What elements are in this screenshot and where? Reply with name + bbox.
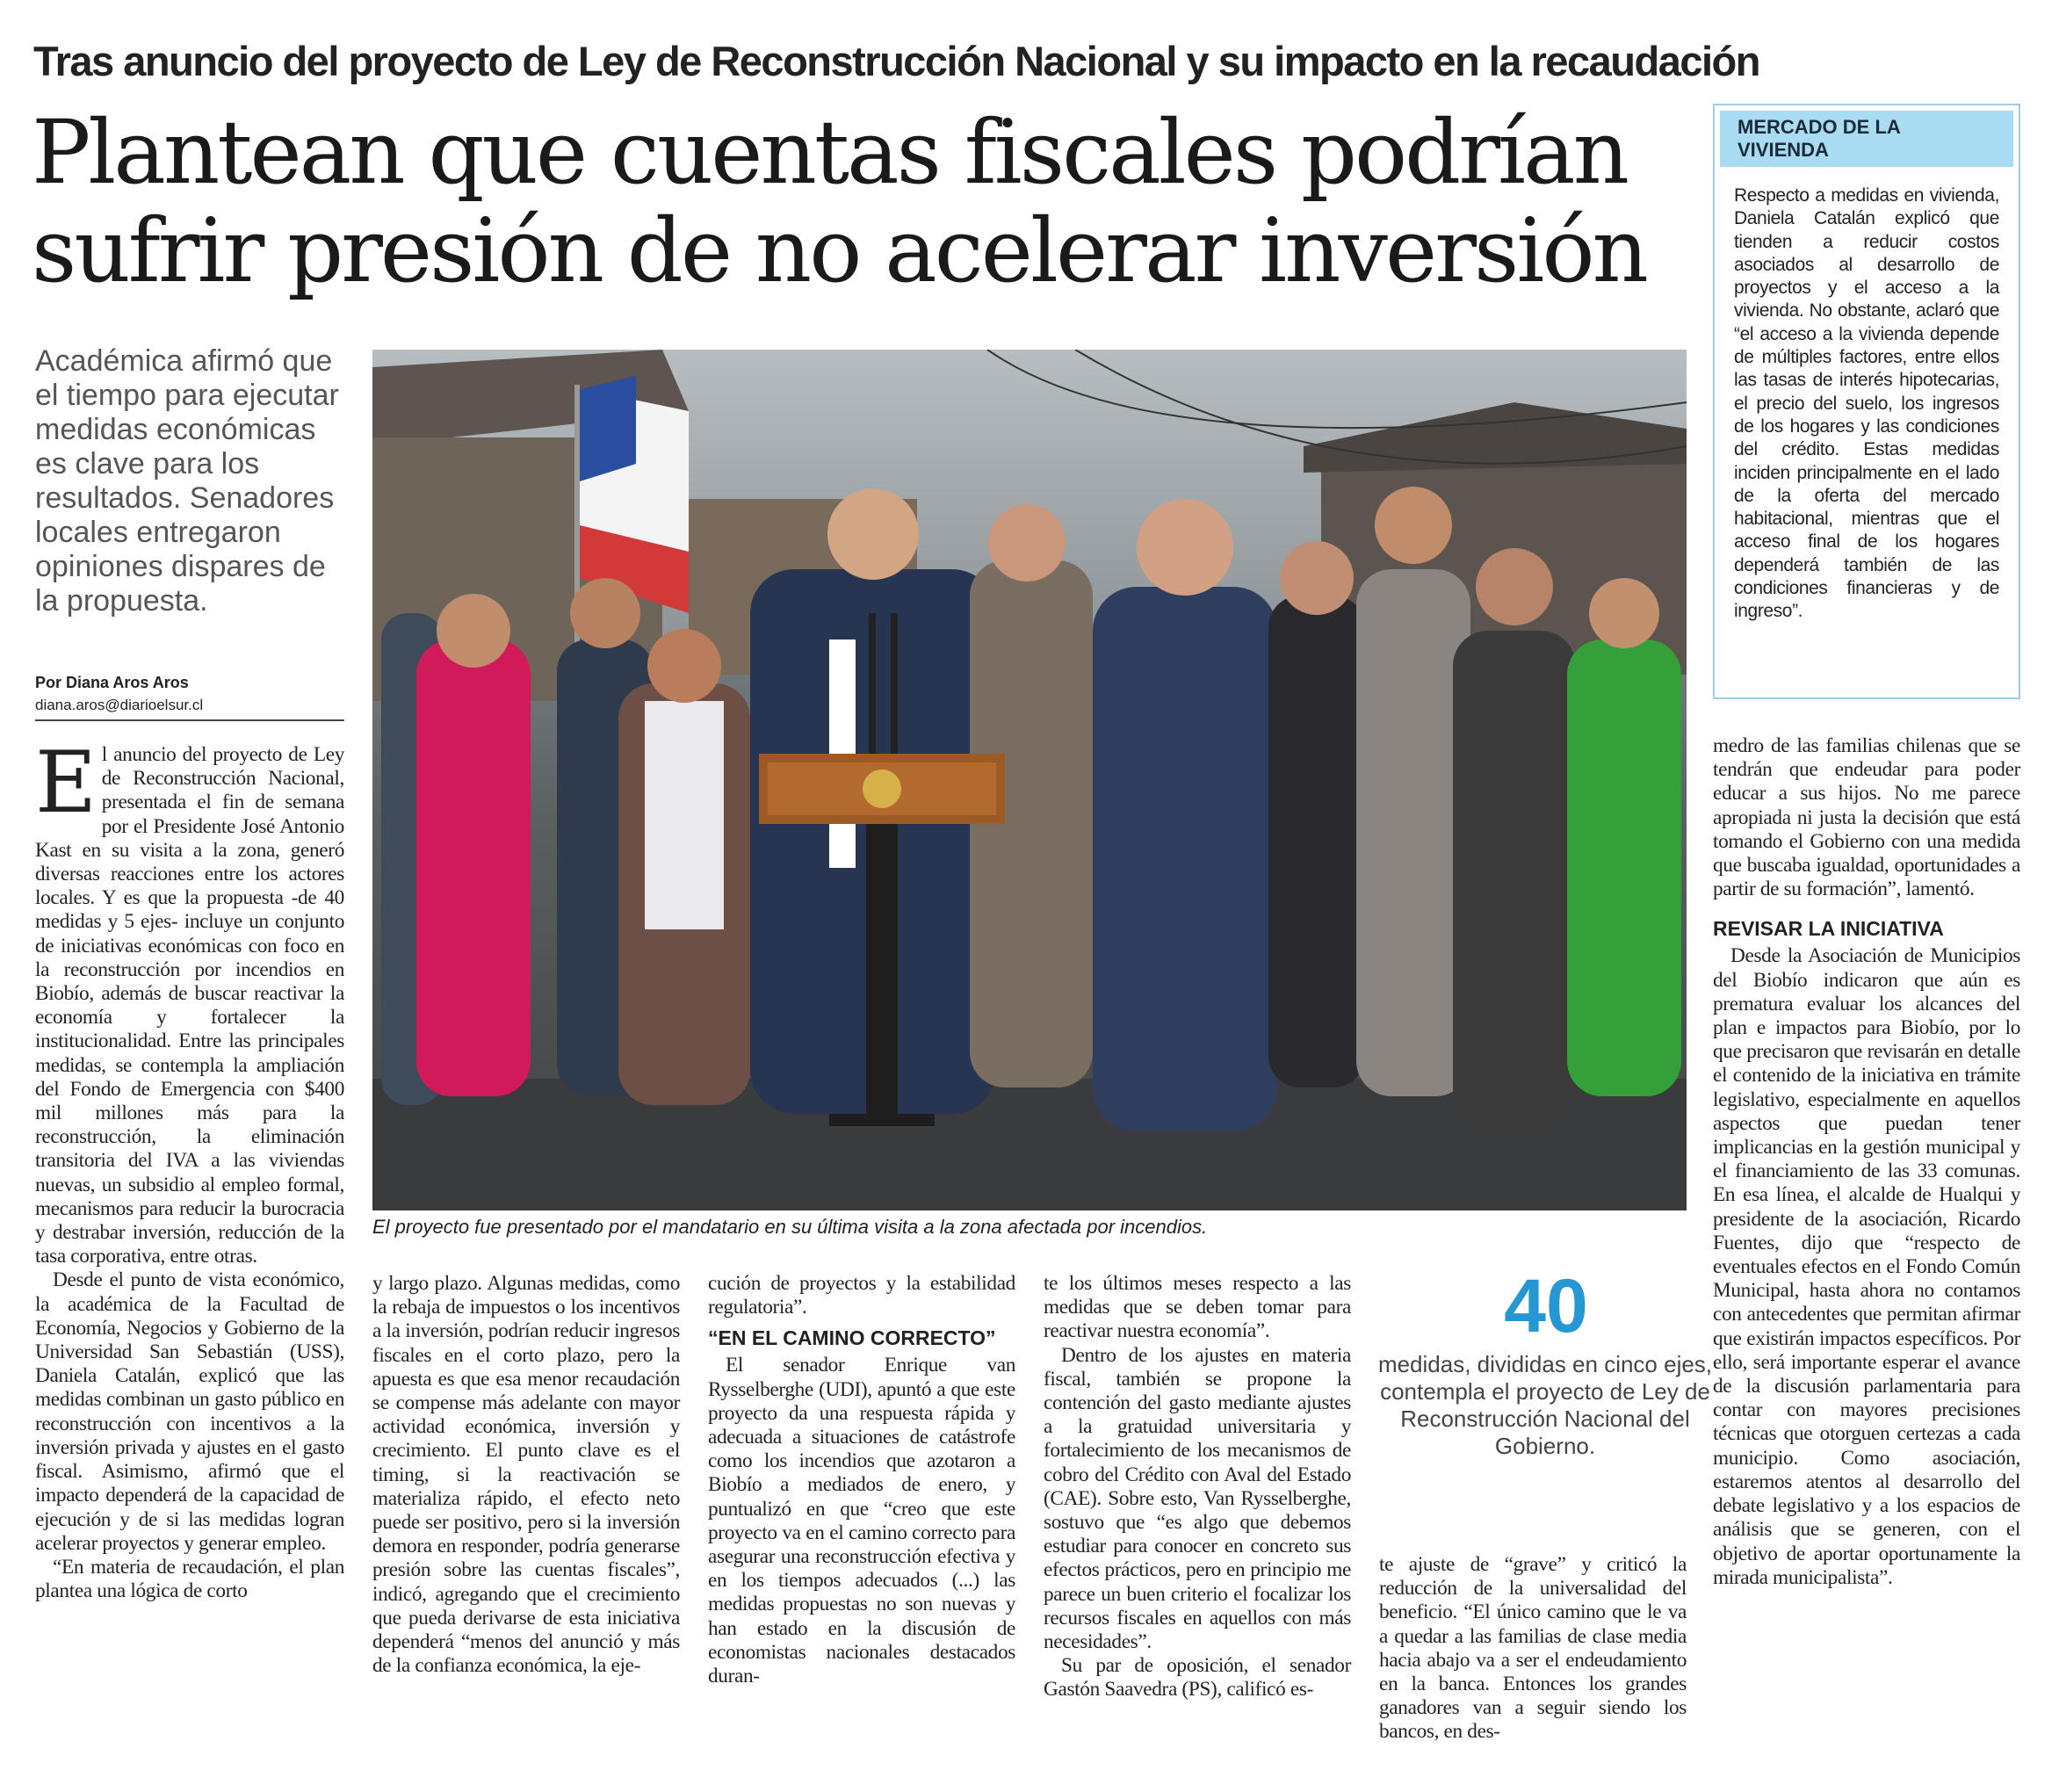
article-kicker: Tras anuncio del proyecto de Ley de Reconstrucción Nacional y su impacto en la recaudación <box>33 38 1759 84</box>
sidebar-text: Respecto a medidas en vivienda, Daniela Catalán explicó que tienden a reducir costos asociados al desarrollo de proyectos y el acceso a la vivienda. No obstante, aclaró que “el acceso a la vivienda depende de múltiples factores, entre ellos las tasas de interés hipotecarias, el precio del suelo, los ingresos de los hogares y las condiciones del crédito. Estas medidas inciden principalmente en el lado de la oferta del mercado habitacional, mientras que el acceso final de los hogares dependerá también de las condiciones financieras y de ingreso”. <box>1734 185 1999 622</box>
body-paragraph: te ajuste de “grave” y criticó la reducción de la universalidad del beneficio. “El único camino que le va a quedar a las familias de clase media hacia abajo va a ser el endeudamiento en la banca. Entonces los grandes ganadores van a seguir siendo los bancos, en des- <box>1379 1553 1687 1744</box>
photo-caption: El proyecto fue presentado por el mandatario en su última visita a la zona afectada por incendios. <box>372 1216 1208 1238</box>
article-photo <box>372 350 1687 1210</box>
subhead-camino-correcto: “EN EL CAMINO CORRECTO” <box>708 1326 996 1350</box>
subhead-revisar-iniciativa: REVISAR LA INICIATIVA <box>1713 917 1944 941</box>
article-headline <box>32 101 1701 302</box>
byline-email[interactable]: diana.aros@diarioelsur.cl <box>35 697 204 713</box>
body-paragraph: El anuncio del proyecto de Ley de Reconstrucción Nacional, presentada el fin de semana por el Presidente José Antonio Kast en su visita a la zona, generó diversas reacciones entre los actores locales. Y es que la propuesta -de 40 medidas y 5 ejes- incluye un conjunto de iniciativas económicas con foco en la reconstrucción por incendios en Biobío, además de buscar reactivar la economía y fortalecer la institucionalidad. Entre las principales medidas, se contempla la ampliación del Fondo de Emergencia con $400 mil millones más para la reconstrucción, la eliminación transitoria del IVA a las viviendas nuevas, un subsidio al empleo formal, mecanismos para reducir la burocracia y destrabar inversión, reducción de la tasa corporativa, entre otras. <box>35 733 344 1268</box>
body-paragraph: Su par de oposición, el senador Gastón Saavedra (PS), calificó es- <box>1044 1654 1351 1702</box>
body-column-1 <box>35 733 344 1603</box>
body-paragraph: “En materia de recaudación, el plan plantea una lógica de corto <box>35 1555 344 1603</box>
body-column-2 <box>372 1272 680 1678</box>
article-deck: Académica afirmó que el tiempo para ejecutar medidas económicas es clave para los resultados. Senadores locales entregaron opiniones dispares de la propuesta. <box>35 344 339 618</box>
byline-author: Por Diana Aros Aros <box>35 674 189 691</box>
body-paragraph: y largo plazo. Algunas medidas, como la rebaja de impuestos o los incentivos a la inversión, podrían reducir ingresos fiscales en el corto plazo, pero la apuesta es que esa menor recaudación se compense más adelante con mayor actividad económica, inversión y crecimiento. El punto clave es el timing, si la reactivación se materializa rápido, el efecto neto puede ser positivo, pero si la inversión demora en responder, podría generarse presión sobre las cuentas fiscales”, indicó, agregando que el crecimiento que pueda derivarse de esta iniciativa dependerá “menos del anunció y más de la confianza económica, la eje- <box>372 1272 680 1678</box>
highlight-number: 40 <box>1504 1264 1588 1348</box>
headline-line-1: Plantean que cuentas fiscales podrían <box>32 101 1628 204</box>
press-conference-photo <box>372 350 1687 1210</box>
body-paragraph: El senador Enrique van Rysselberghe (UDI), apuntó a que este proyecto da una respuesta rápida y adecuada a situaciones de catástrofe como los incendios que azotaron a Biobío a mediados de enero, y puntualizó en que “creo que este proyecto va en el camino correcto para asegurar una reconstrucción efectiva y en los tiempos adecuados (...) las medidas propuestas no son nuevas y han estado en la discusión de economistas nacionales destacados duran- <box>708 1354 1015 1688</box>
drop-cap: E <box>35 733 97 832</box>
headline-line-2: sufrir presión de no acelerar inversión <box>32 199 1646 302</box>
body-column-5 <box>1379 1553 1687 1745</box>
body-paragraph: medro de las familias chilenas que se tendrán que endeudar para poder educar a sus hijos. No me parece apropiada ni justa la decisión que está tomando el Gobierno con una medida que buscaba igualdad, oportunidades a partir de su formación”, lamentó. <box>1713 734 2020 901</box>
body-paragraph: cución de proyectos y la estabilidad regulatoria”. <box>708 1272 1015 1319</box>
sidebar-title: MERCADO DE LA VIVIENDA <box>1720 111 2013 167</box>
body-column-3 <box>708 1272 1015 1688</box>
body-paragraph: Desde la Asociación de Municipios del Biobío indicaron que aún es prematura evaluar los alcances del plan e impactos para Biobío, por lo que precisaron que revisarán en detalle el contenido de la iniciativa en trámite legislativo, especialmente en aquellos aspectos que puedan tener implicancias en la gestión municipal y el financiamiento de las 33 comunas. En esa línea, el alcalde de Hualqui y presidente de la asociación, Ricardo Fuentes, dijo que “respecto de eventuales efectos en el Fondo Común Municipal, hasta ahora no contamos con antecedentes que permitan afirmar que existirán impactos específicos. Por ello, será importante esperar el avance de la discusión parlamentaria para contar con mayores precisiones técnicas que otorguen certezas a cada municipio. Como asociación, estaremos atentos al desarrollo del debate legislativo y a los espacios de análisis que se generen, con el objetivo de aportar oportunamente la mirada municipalista”. <box>1713 944 2020 1589</box>
body-paragraph: Dentro de los ajustes en materia fiscal, también se propone la contención del gasto mediante ajustes a la gratuidad universitaria y fortalecimiento de los mecanismos de cobro del Crédito con Aval del Estado (CAE). Sobre esto, Van Rysselberghe, sostuvo que “es algo que debemos estudiar para conocer en concreto sus efectos prácticos, pero en principio me parece un buen criterio el focalizar los recursos fiscales en aquellos con más necesidades”. <box>1044 1343 1351 1654</box>
sidebar-box <box>1713 104 2020 699</box>
byline <box>35 672 344 721</box>
body-paragraph: Desde el punto de vista económico, la académica de la Facultad de Economía, Negocios y Gobierno de la Universidad San Sebastián (USS), Daniela Catalán, explicó que las medidas combinan un gasto público en reconstrucción con incentivos a la inversión privada y ajustes en el gasto fiscal. Asimismo, afirmó que el impacto dependerá de la capacidad de ejecución y de si las medidas logran acelerar proyectos y generar empleo. <box>35 1268 344 1555</box>
highlight-text: medidas, divididas en cinco ejes, contempla el proyecto de Ley de Reconstrucción Nacional del Gobierno. <box>1377 1351 1713 1459</box>
body-column-4 <box>1044 1272 1351 1702</box>
body-column-6 <box>1713 734 2020 1590</box>
body-paragraph: te los últimos meses respecto a las medidas que se deben tomar para reactivar nuestra economía”. <box>1044 1272 1351 1343</box>
